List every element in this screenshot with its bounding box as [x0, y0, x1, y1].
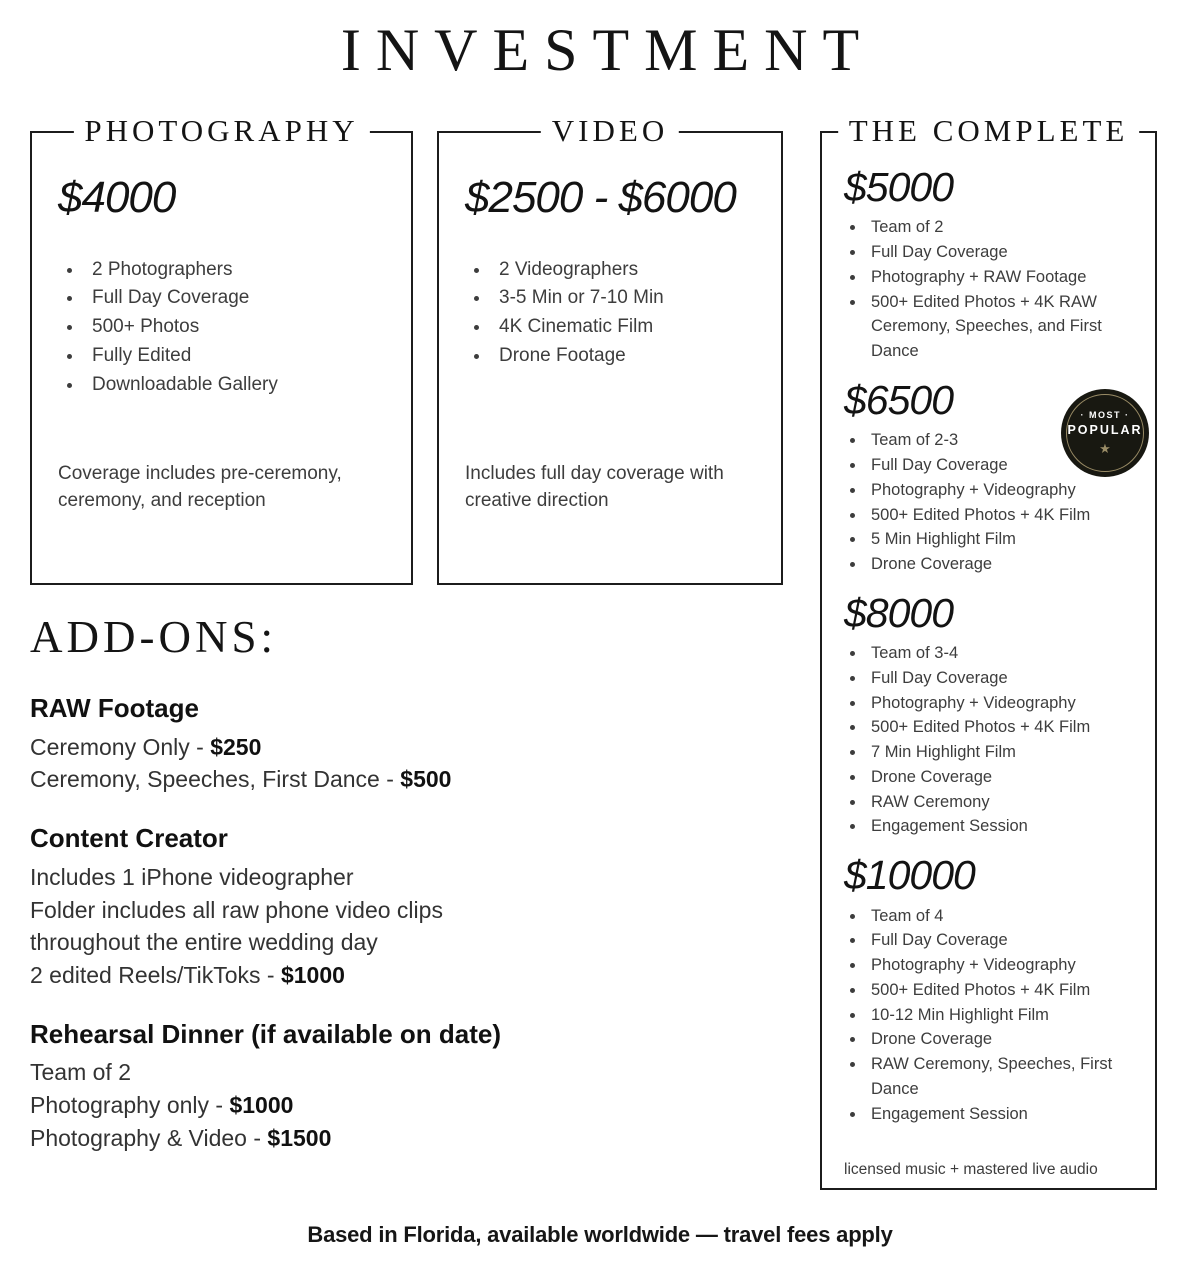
feature-item: • 500+ Photos: [84, 313, 387, 342]
video-package-box: [437, 113, 783, 585]
tier-price: $5000: [844, 164, 954, 210]
feature-item: • Full Day Coverage: [866, 453, 1141, 478]
addon-line: Ceremony Only - $250: [30, 733, 262, 760]
feature-item: • Downloadable Gallery: [84, 371, 387, 400]
addon-line: Includes 1 iPhone videographer: [30, 863, 354, 890]
most-popular-badge-icon: [1061, 389, 1149, 477]
price-tier: [844, 163, 1141, 364]
tier-feature-list: [844, 904, 1141, 1127]
addon-price: $250: [210, 733, 262, 760]
photography-feature-list: [58, 256, 387, 400]
video-feature-list: [465, 256, 757, 372]
addon-line: Folder includes all raw phone video clips: [30, 896, 443, 923]
badge-most-label: · MOST ·: [1080, 409, 1130, 420]
addons-section: [30, 610, 680, 1180]
feature-item: • Engagement Session: [866, 814, 1141, 839]
feature-item: • 500+ Edited Photos + 4K Film: [866, 503, 1141, 528]
addons-heading: ADD-ONS:: [30, 612, 278, 662]
feature-item: • Team of 2: [866, 215, 1141, 240]
photography-package-title: PHOTOGRAPHY: [73, 112, 369, 151]
feature-item: • Full Day Coverage: [866, 928, 1141, 953]
feature-item: • Photography + Videography: [866, 478, 1141, 503]
feature-item: • 2 Videographers: [491, 256, 757, 285]
addons-group-list: [30, 692, 680, 1154]
video-package-title: VIDEO: [541, 112, 679, 151]
tier-feature-list: [844, 215, 1141, 364]
feature-item: • Engagement Session: [866, 1102, 1141, 1127]
photography-note: Coverage includes pre-ceremony, ceremony, and reception: [58, 463, 342, 511]
feature-item: • 2 Photographers: [84, 256, 387, 285]
addon-title: RAW Footage: [30, 693, 199, 723]
star-icon: ★: [1099, 440, 1111, 456]
feature-item: • Photography + Videography: [866, 691, 1141, 716]
photography-package-box: [30, 113, 413, 585]
feature-item: • 10-12 Min Highlight Film: [866, 1003, 1141, 1028]
feature-item: • Fully Edited: [84, 342, 387, 371]
addon-line: Photography & Video - $1500: [30, 1124, 332, 1151]
feature-item: • Photography + Videography: [866, 953, 1141, 978]
addon-line: throughout the entire wedding day: [30, 929, 378, 956]
addon-price: $500: [400, 766, 452, 793]
complete-package-box: [820, 113, 1157, 1190]
complete-package-title: THE COMPLETE: [838, 112, 1140, 151]
feature-item: • Drone Footage: [491, 342, 757, 371]
feature-item: • RAW Ceremony, Speeches, First Dance: [866, 1052, 1141, 1102]
feature-item: • RAW Ceremony: [866, 790, 1141, 815]
addon-line: 2 edited Reels/TikToks - $1000: [30, 961, 345, 988]
feature-item: • Team of 3-4: [866, 641, 1141, 666]
video-price: $2500 - $6000: [465, 173, 736, 222]
feature-item: • Drone Coverage: [866, 1027, 1141, 1052]
feature-item: • 7 Min Highlight Film: [866, 740, 1141, 765]
tier-price: $10000: [844, 852, 975, 899]
feature-item: • 500+ Edited Photos + 4K Film: [866, 715, 1141, 740]
feature-item: • Photography + RAW Footage: [866, 265, 1141, 290]
video-note: Includes full day coverage with creative direction: [465, 463, 724, 511]
addon-line: Team of 2: [30, 1059, 131, 1086]
addon-price: $1000: [280, 961, 345, 988]
page-title: INVESTMENT: [340, 17, 875, 83]
feature-item: • 4K Cinematic Film: [491, 313, 757, 342]
feature-item: • 3-5 Min or 7-10 Min: [491, 284, 757, 313]
feature-item: • Drone Coverage: [866, 765, 1141, 790]
addon-group: [30, 1018, 680, 1155]
addon-line: Ceremony, Speeches, First Dance - $500: [30, 766, 452, 793]
addon-title: Rehearsal Dinner (if available on date): [30, 1018, 502, 1049]
addon-price: $1000: [229, 1091, 294, 1118]
feature-item: • Drone Coverage: [866, 552, 1141, 577]
addon-group: [30, 822, 680, 991]
feature-item: • 5 Min Highlight Film: [866, 527, 1141, 552]
photography-price: $4000: [58, 173, 176, 222]
price-tier: [844, 589, 1141, 839]
tier-feature-list: [844, 641, 1141, 839]
footer-note: Based in Florida, available worldwide — travel fees apply: [307, 1222, 893, 1247]
tier-price: $6500: [844, 376, 954, 423]
price-tier: [844, 851, 1141, 1126]
addon-title: Content Creator: [30, 823, 228, 854]
complete-tier-list: [844, 163, 1141, 1126]
feature-item: • 500+ Edited Photos + 4K Film: [866, 978, 1141, 1003]
feature-item: • Full Day Coverage: [866, 666, 1141, 691]
addon-price: $1500: [267, 1124, 332, 1151]
feature-item: • 500+ Edited Photos + 4K RAW Ceremony, Speeches, and First Dance: [866, 290, 1141, 364]
badge-popular-label: POPULAR: [1067, 423, 1143, 438]
feature-item: • Full Day Coverage: [84, 284, 387, 313]
addon-line: Photography only - $1000: [30, 1091, 294, 1118]
feature-item: • Team of 2-3: [866, 428, 1141, 453]
complete-footnote: licensed music + mastered live audio: [844, 1161, 1098, 1178]
feature-item: • Full Day Coverage: [866, 240, 1141, 265]
tier-price: $8000: [844, 589, 954, 636]
feature-item: • Team of 4: [866, 904, 1141, 929]
addon-group: [30, 692, 680, 796]
